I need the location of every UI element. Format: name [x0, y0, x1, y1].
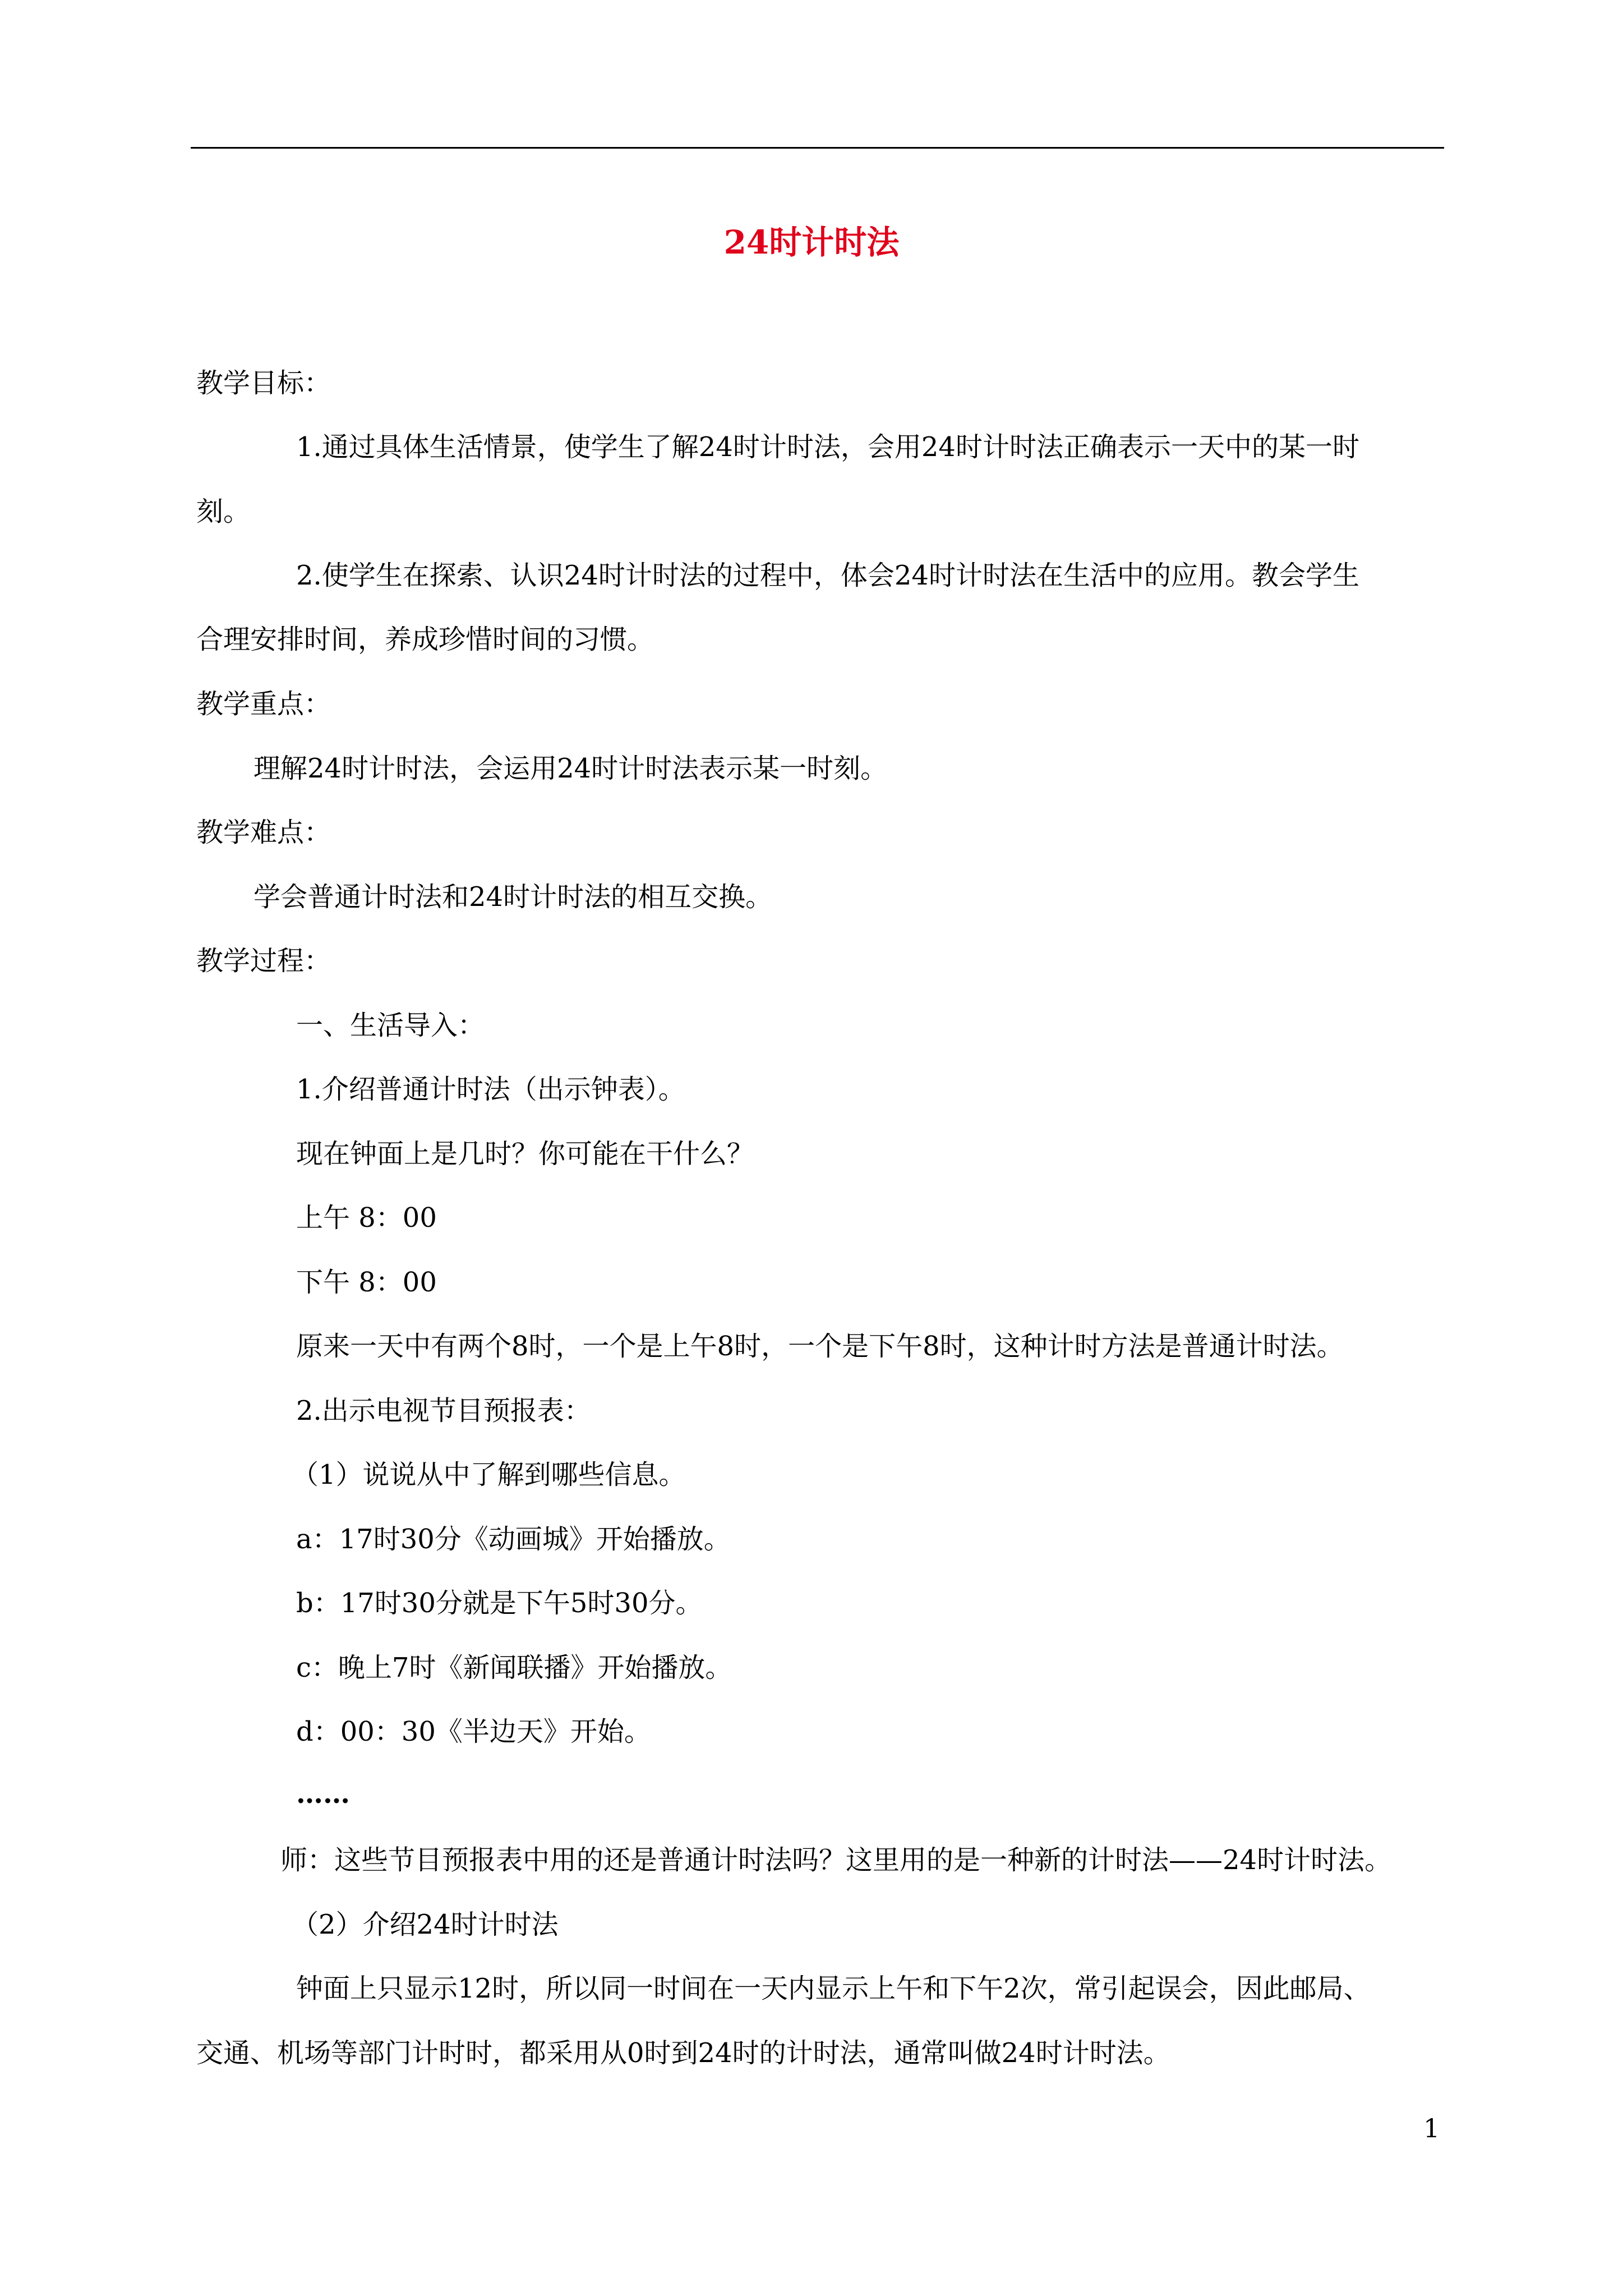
intro-24h-line-2: 交通、机场等部门计时时，都采用从0时到24时的计时法，通常叫做24时计时法。	[196, 2037, 1170, 2069]
explanation-line: 原来一天中有两个8时，一个是上午8时，一个是下午8时，这种计时方法是普通计时法。	[296, 1331, 1344, 1362]
page-number: 1	[1423, 2113, 1440, 2143]
goal-2-line-1: 2.使学生在探索、认识24时计时法的过程中，体会24时计时法在生活中的应用。教会学生	[296, 560, 1359, 591]
item-d: d：00：30《半边天》开始。	[296, 1716, 651, 1747]
sub-step-2: （2）介绍24时计时法	[292, 1909, 559, 1940]
document-title: 24时计时法	[723, 223, 900, 261]
goal-2-line-2: 合理安排时间，养成珍惜时间的习惯。	[196, 624, 654, 655]
section-intro-heading: 一、生活导入：	[296, 1010, 485, 1041]
item-b: b：17时30分就是下午5时30分。	[296, 1588, 703, 1619]
teacher-question: 师：这些节目预报表中用的还是普通计时法吗？这里用的是一种新的计时法——24时计时法。	[280, 1844, 1392, 1876]
sub-step-1: （1）说说从中了解到哪些信息。	[292, 1459, 686, 1490]
intro-24h-line-1: 钟面上只显示12时，所以同一时间在一天内显示上午和下午2次，常引起误会，因此邮局、	[296, 1973, 1371, 2004]
heading-difficulties: 教学难点：	[196, 817, 331, 848]
header-rule	[191, 147, 1444, 149]
key-point-text: 理解24时计时法，会运用24时计时法表示某一时刻。	[253, 753, 888, 784]
ellipsis: ……	[296, 1778, 350, 1810]
morning-time: 上午 8：00	[296, 1202, 437, 1234]
item-c: c：晚上7时《新闻联播》开始播放。	[296, 1652, 732, 1683]
heading-teaching-goals: 教学目标：	[196, 367, 331, 399]
question-line: 现在钟面上是几时？你可能在干什么？	[296, 1138, 754, 1170]
step-2-heading: 2.出示电视节目预报表：	[296, 1395, 591, 1427]
heading-key-points: 教学重点：	[196, 688, 331, 720]
heading-process: 教学过程：	[196, 945, 331, 977]
difficulty-text: 学会普通计时法和24时计时法的相互交换。	[253, 881, 773, 913]
step-1-heading: 1.介绍普通计时法（出示钟表）。	[296, 1074, 685, 1105]
goal-1-line-2: 刻。	[196, 496, 251, 527]
goal-1-line-1: 1.通过具体生活情景，使学生了解24时计时法，会用24时计时法正确表示一天中的某一时	[296, 431, 1359, 463]
item-a: a：17时30分《动画城》开始播放。	[296, 1524, 731, 1555]
evening-time: 下午 8：00	[296, 1267, 437, 1298]
